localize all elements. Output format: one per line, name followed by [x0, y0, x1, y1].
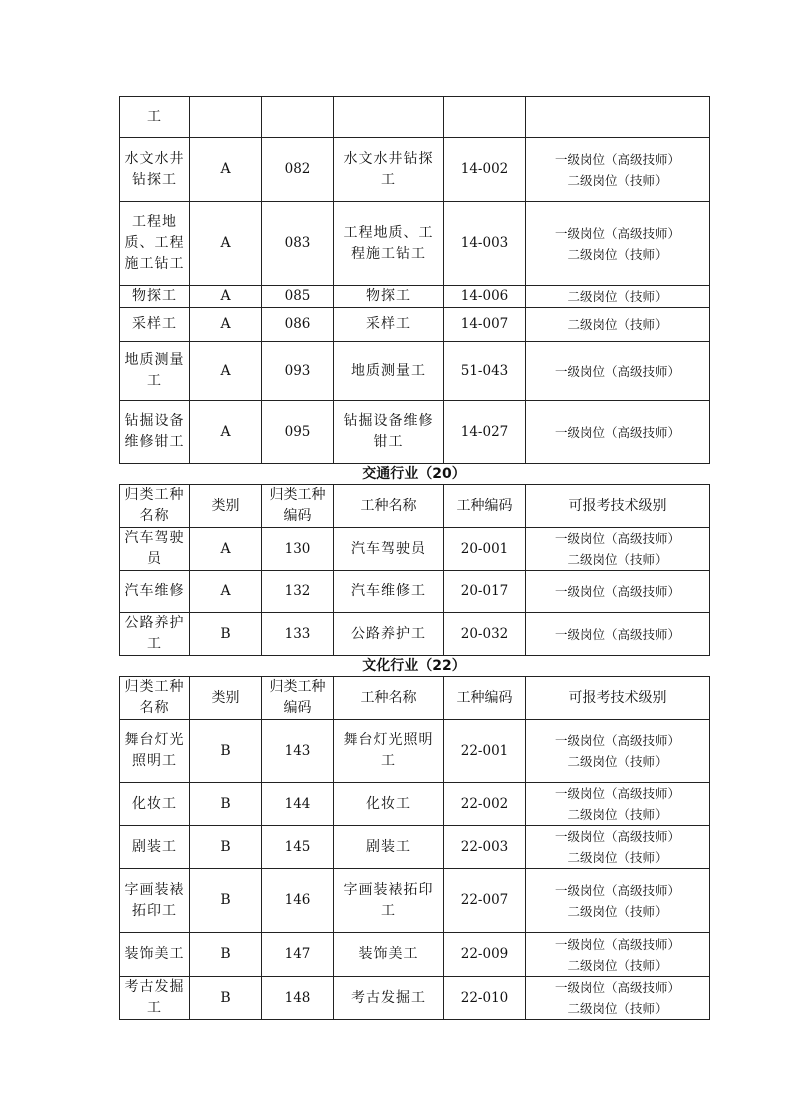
- table-row: [120, 720, 710, 783]
- header-job-name: 工种名称: [334, 485, 444, 528]
- level-entry: 一级岗位（高级技师）: [554, 626, 680, 642]
- category-name-cell: 化妆工: [120, 783, 190, 826]
- document-page: [119, 96, 709, 1020]
- job-name-cell: 装饰美工: [334, 933, 444, 977]
- category-code-cell: 085: [262, 286, 334, 308]
- category-code-cell: 082: [262, 138, 334, 202]
- section-title: 交通行业（20）: [362, 466, 466, 482]
- job-code-cell: 20-017: [444, 571, 526, 613]
- section-title: 文化行业（22）: [362, 658, 466, 674]
- job-name-cell: 剧装工: [334, 826, 444, 869]
- header-category-code: 归类工种编码: [262, 677, 334, 720]
- levels-cell: [526, 401, 710, 464]
- job-name-cell: 地质测量工: [334, 342, 444, 401]
- category-code-cell: 095: [262, 401, 334, 464]
- table-header-row: [120, 485, 710, 528]
- category-name-cell: 汽车维修: [120, 571, 190, 613]
- level-entry: 二级岗位（技师）: [567, 289, 668, 304]
- job-code-cell: 14-002: [444, 138, 526, 202]
- level-entry: 一级岗位（高级技师）: [554, 733, 680, 748]
- levels-cell: [526, 202, 710, 286]
- job-code-cell: 14-027: [444, 401, 526, 464]
- job-name-cell: 采样工: [334, 308, 444, 342]
- type-cell: A: [190, 571, 262, 613]
- category-name-cell: 地质测量工: [120, 342, 190, 401]
- type-cell: A: [190, 401, 262, 464]
- job-name-cell: 舞台灯光照明工: [334, 720, 444, 783]
- category-name-cell: 汽车驾驶员: [120, 528, 190, 571]
- header-job-code: 工种编码: [444, 677, 526, 720]
- type-cell: B: [190, 869, 262, 933]
- table-row: [120, 869, 710, 933]
- type-cell: B: [190, 933, 262, 977]
- category-name-cell: 字画装裱拓印工: [120, 869, 190, 933]
- type-cell: B: [190, 977, 262, 1020]
- category-name-cell: 考古发掘工: [120, 977, 190, 1020]
- category-name-cell: 钻掘设备维修钳工: [120, 401, 190, 464]
- category-name-cell: 工程地质、工程施工钻工: [120, 202, 190, 286]
- table-row: [120, 783, 710, 826]
- levels-cell: [526, 933, 710, 977]
- job-code-cell: 22-003: [444, 826, 526, 869]
- job-name-cell: 水文水井钻探工: [334, 138, 444, 202]
- header-category-name: 归类工种名称: [120, 677, 190, 720]
- category-code-cell: 093: [262, 342, 334, 401]
- category-code-cell: 144: [262, 783, 334, 826]
- table-row: [120, 933, 710, 977]
- level-entry: 二级岗位（技师）: [567, 807, 668, 822]
- levels-cell: [526, 977, 710, 1020]
- category-code-cell: 148: [262, 977, 334, 1020]
- job-name-cell: 汽车驾驶员: [334, 528, 444, 571]
- level-entry: 一级岗位（高级技师）: [554, 936, 680, 952]
- levels-cell: [526, 528, 710, 571]
- level-entry: 二级岗位（技师）: [567, 903, 668, 919]
- job-code-cell: 22-002: [444, 783, 526, 826]
- category-name-cell: 舞台灯光照明工: [120, 720, 190, 783]
- levels-cell: [526, 720, 710, 783]
- levels-cell: [526, 342, 710, 401]
- table-row: [120, 286, 710, 308]
- level-entry: 二级岗位（技师）: [567, 172, 668, 188]
- levels-cell: [526, 783, 710, 826]
- type-cell: B: [190, 613, 262, 656]
- type-cell: A: [190, 202, 262, 286]
- type-cell: A: [190, 308, 262, 342]
- levels-cell: [526, 308, 710, 342]
- job-name-cell: 物探工: [334, 286, 444, 308]
- type-cell: A: [190, 138, 262, 202]
- job-code-cell: 22-007: [444, 869, 526, 933]
- table-header-row: [120, 677, 710, 720]
- job-name-cell: 化妆工: [334, 783, 444, 826]
- category-code-cell: 147: [262, 933, 334, 977]
- category-name-cell: 采样工: [120, 308, 190, 342]
- category-code-cell: [262, 97, 334, 138]
- level-entry: 二级岗位（技师）: [567, 552, 668, 567]
- job-code-cell: 20-001: [444, 528, 526, 571]
- levels-cell: [526, 826, 710, 869]
- header-job-code: 工种编码: [444, 485, 526, 528]
- category-code-cell: 083: [262, 202, 334, 286]
- category-name-cell: 装饰美工: [120, 933, 190, 977]
- type-cell: [190, 97, 262, 138]
- category-name-cell: 剧装工: [120, 826, 190, 869]
- job-name-cell: 汽车维修工: [334, 571, 444, 613]
- job-name-cell: [334, 97, 444, 138]
- job-name-cell: 工程地质、工程施工钻工: [334, 202, 444, 286]
- type-cell: B: [190, 826, 262, 869]
- level-entry: 一级岗位（高级技师）: [554, 151, 680, 167]
- level-entry: 二级岗位（技师）: [567, 246, 668, 262]
- type-cell: A: [190, 528, 262, 571]
- levels-cell: [526, 613, 710, 656]
- job-name-cell: 公路养护工: [334, 613, 444, 656]
- level-entry: 二级岗位（技师）: [567, 317, 668, 332]
- header-levels: 可报考技术级别: [526, 485, 710, 528]
- job-code-cell: 51-043: [444, 342, 526, 401]
- header-category-code: 归类工种编码: [262, 485, 334, 528]
- level-entry: 一级岗位（高级技师）: [554, 882, 680, 898]
- category-code-cell: 146: [262, 869, 334, 933]
- levels-cell: [526, 571, 710, 613]
- type-cell: B: [190, 783, 262, 826]
- level-entry: 一级岗位（高级技师）: [554, 786, 680, 801]
- level-entry: 二级岗位（技师）: [567, 850, 668, 865]
- level-entry: 二级岗位（技师）: [567, 957, 668, 973]
- levels-cell: [526, 869, 710, 933]
- level-entry: 二级岗位（技师）: [567, 754, 668, 769]
- level-entry: 一级岗位（高级技师）: [554, 531, 680, 546]
- category-name-cell: 公路养护工: [120, 613, 190, 656]
- table-row: [120, 826, 710, 869]
- table-row: [120, 571, 710, 613]
- table-row: [120, 202, 710, 286]
- category-code-cell: 143: [262, 720, 334, 783]
- category-code-cell: 086: [262, 308, 334, 342]
- type-cell: A: [190, 342, 262, 401]
- occupation-table: [119, 676, 710, 1020]
- level-entry: 一级岗位（高级技师）: [554, 584, 680, 599]
- occupation-table: [119, 96, 710, 464]
- category-name-cell: 工: [120, 97, 190, 138]
- type-cell: B: [190, 720, 262, 783]
- header-job-name: 工种名称: [334, 677, 444, 720]
- job-name-cell: 钻掘设备维修钳工: [334, 401, 444, 464]
- job-code-cell: 14-007: [444, 308, 526, 342]
- table-row: [120, 613, 710, 656]
- table-row: [120, 308, 710, 342]
- category-name-cell: 水文水井钻探工: [120, 138, 190, 202]
- type-cell: A: [190, 286, 262, 308]
- job-code-cell: 22-001: [444, 720, 526, 783]
- category-name-cell: 物探工: [120, 286, 190, 308]
- level-entry: 一级岗位（高级技师）: [554, 225, 680, 241]
- table-row: [120, 977, 710, 1020]
- job-code-cell: 22-009: [444, 933, 526, 977]
- category-code-cell: 132: [262, 571, 334, 613]
- job-code-cell: 22-010: [444, 977, 526, 1020]
- job-name-cell: 考古发掘工: [334, 977, 444, 1020]
- category-code-cell: 133: [262, 613, 334, 656]
- levels-cell: [526, 286, 710, 308]
- header-type: 类别: [190, 677, 262, 720]
- table-row: [120, 97, 710, 138]
- levels-cell: [526, 97, 710, 138]
- level-entry: 一级岗位（高级技师）: [554, 980, 680, 995]
- levels-cell: [526, 138, 710, 202]
- level-entry: 一级岗位（高级技师）: [554, 363, 680, 379]
- job-code-cell: 20-032: [444, 613, 526, 656]
- occupation-table: [119, 484, 710, 656]
- level-entry: 一级岗位（高级技师）: [554, 829, 680, 844]
- table-row: [120, 401, 710, 464]
- level-entry: 一级岗位（高级技师）: [554, 424, 680, 440]
- job-code-cell: [444, 97, 526, 138]
- header-category-name: 归类工种名称: [120, 485, 190, 528]
- category-code-cell: 145: [262, 826, 334, 869]
- level-entry: 二级岗位（技师）: [567, 1001, 668, 1016]
- category-code-cell: 130: [262, 528, 334, 571]
- job-code-cell: 14-003: [444, 202, 526, 286]
- header-type: 类别: [190, 485, 262, 528]
- table-row: [120, 342, 710, 401]
- table-row: [120, 138, 710, 202]
- job-name-cell: 字画装裱拓印工: [334, 869, 444, 933]
- header-levels: 可报考技术级别: [526, 677, 710, 720]
- job-code-cell: 14-006: [444, 286, 526, 308]
- table-row: [120, 528, 710, 571]
